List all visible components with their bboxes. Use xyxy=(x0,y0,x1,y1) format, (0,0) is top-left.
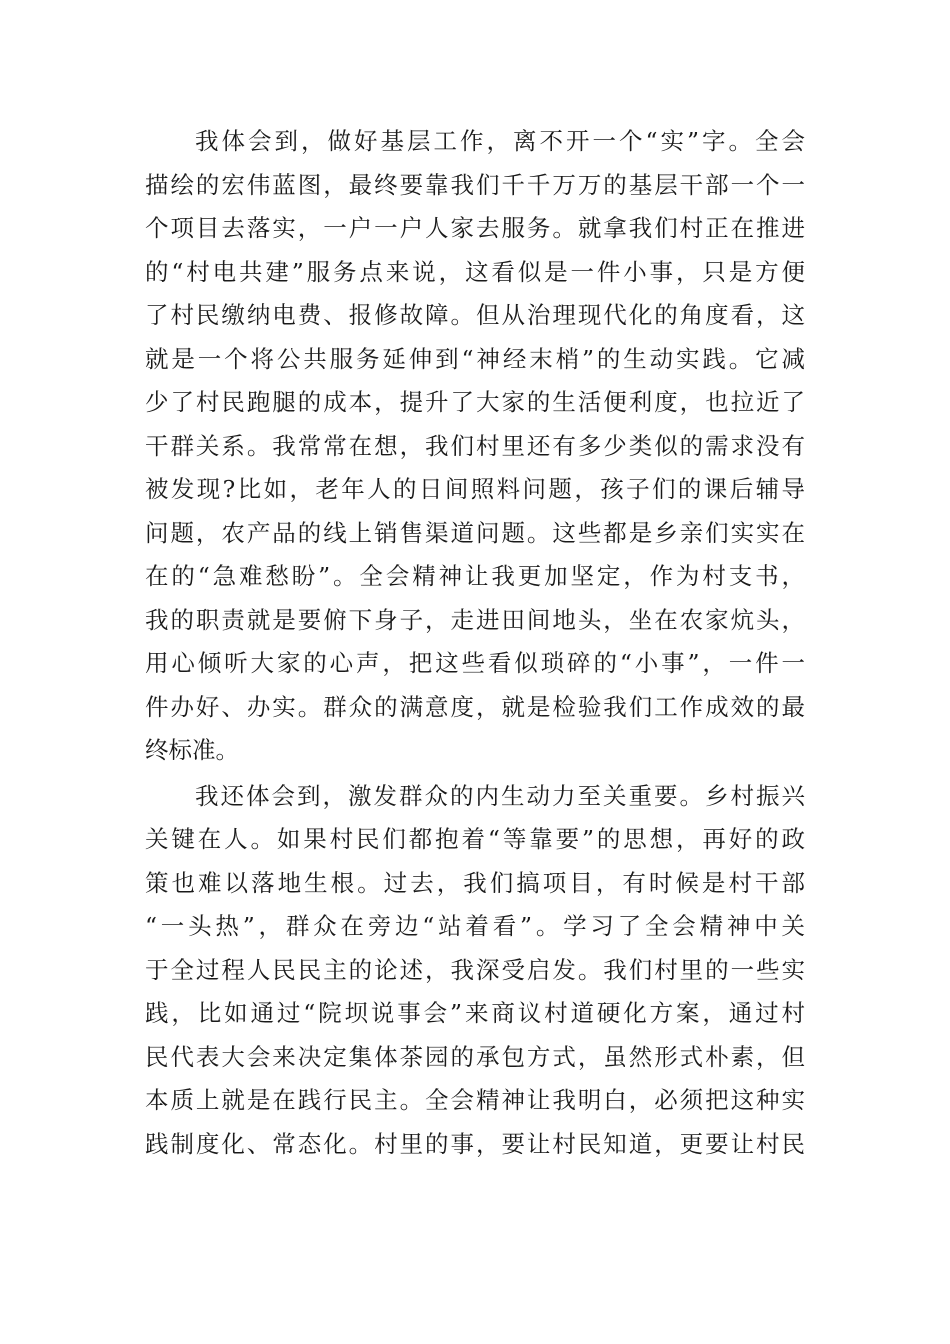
text-line: 问题，农产品的线上销售渠道问题。这些都是乡亲们实实在 xyxy=(145,518,805,547)
text-line: 的“村电共建”服务点来说，这看似是一件小事，只是方便 xyxy=(145,257,805,286)
text-line: 本质上就是在践行民主。全会精神让我明白，必须把这种实 xyxy=(145,1086,805,1114)
text-line: “一头热”，群众在旁边“站着看”。学习了全会精神中关 xyxy=(145,912,805,940)
text-line: 终标准。 xyxy=(145,736,239,764)
text-line: 践制度化、常态化。村里的事，要让村民知道，更要让村民 xyxy=(145,1129,805,1158)
text-line: 策也难以落地生根。过去，我们搞项目，有时候是村干部 xyxy=(145,868,805,897)
text-line: 在的“急难愁盼”。全会精神让我更加坚定，作为村支书， xyxy=(145,562,805,590)
paragraph-2 xyxy=(145,775,805,1167)
text-line: 关键在人。如果村民们都抱着“等靠要”的思想，再好的政 xyxy=(145,825,805,853)
text-line: 我体会到，做好基层工作，离不开一个“实”字。全会 xyxy=(195,127,805,155)
text-line: 少了村民跑腿的成本，提升了大家的生活便利度，也拉近了 xyxy=(145,388,805,416)
text-line: 干群关系。我常常在想，我们村里还有多少类似的需求没有 xyxy=(145,431,805,460)
text-line: 用心倾听大家的心声，把这些看似琐碎的“小事”，一件一 xyxy=(145,649,805,677)
document-body xyxy=(145,120,805,1166)
text-line: 件办好、办实。群众的满意度，就是检验我们工作成效的最 xyxy=(145,692,805,721)
text-line: 于全过程人民民主的论述，我深受启发。我们村里的一些实 xyxy=(145,955,805,984)
text-line: 就是一个将公共服务延伸到“神经末梢”的生动实践。它减 xyxy=(145,344,805,373)
text-line: 民代表大会来决定集体茶园的承包方式，虽然形式朴素，但 xyxy=(145,1042,805,1071)
text-line: 了村民缴纳电费、报修故障。但从治理现代化的角度看，这 xyxy=(145,301,805,329)
text-line: 我的职责就是要俯下身子，走进田间地头，坐在农家炕头， xyxy=(145,605,805,634)
paragraph-1 xyxy=(145,120,805,773)
text-line: 我还体会到，激发群众的内生动力至关重要。乡村振兴 xyxy=(195,781,805,810)
text-line: 描绘的宏伟蓝图，最终要靠我们千千万万的基层干部一个一 xyxy=(145,170,805,199)
text-line: 个项目去落实，一户一户人家去服务。就拿我们村正在推进 xyxy=(145,214,805,242)
text-line: 被发现?比如，老年人的日间照料问题，孩子们的课后辅导 xyxy=(145,475,805,503)
text-line: 践，比如通过“院坝说事会”来商议村道硬化方案，通过村 xyxy=(145,999,805,1027)
